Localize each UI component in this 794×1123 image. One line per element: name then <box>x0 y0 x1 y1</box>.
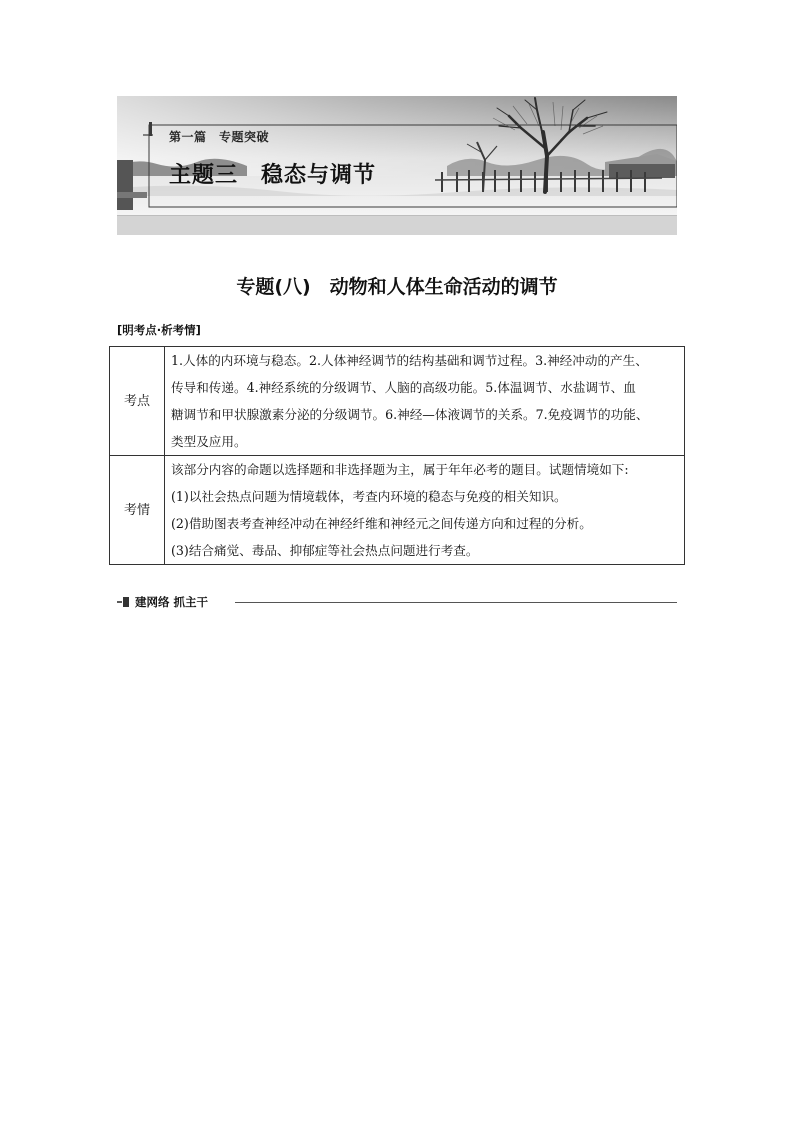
table-line: 传导和传递。4.神经系统的分级调节、人脑的高级功能。5.体温调节、水盐调节、血 <box>171 380 636 395</box>
divider-rule <box>235 602 677 603</box>
section-label: [明考点·析考情] <box>117 323 201 337</box>
table-row-header: 考情 <box>110 456 165 565</box>
chapter-banner <box>117 96 677 235</box>
table-line: 该部分内容的命题以选择题和非选择题为主，属于年年必考的题目。试题情境如下: <box>171 462 629 477</box>
table-cell <box>165 347 685 456</box>
exam-points-table <box>109 346 685 565</box>
section-marker-icon <box>117 596 131 608</box>
table-cell <box>165 456 685 565</box>
table-line: 糖调节和甲状腺激素分泌的分级调节。6.神经—体液调节的关系。7.免疫调节的功能、 <box>171 407 649 422</box>
network-section-heading <box>117 593 677 611</box>
table-line: (1)以社会热点问题为情境载体，考查内环境的稳态与免疫的相关知识。 <box>171 489 567 504</box>
page-title: 专题(八) 动物和人体生命活动的调节 <box>236 276 558 298</box>
table-row-header: 考点 <box>110 347 165 456</box>
table-row <box>110 456 685 565</box>
table-line: (3)结合痛觉、毒品、抑郁症等社会热点问题进行考查。 <box>171 543 479 558</box>
table-line: (2)借助图表考查神经冲动在神经纤维和神经元之间传递方向和过程的分析。 <box>171 516 592 531</box>
table-line: 1.人体的内环境与稳态。2.人体神经调节的结构基础和调节过程。3.神经冲动的产生、 <box>171 353 648 368</box>
theme-title: 主题三 稳态与调节 <box>169 163 377 188</box>
breadcrumb: 第一篇 专题突破 <box>169 130 270 144</box>
network-label-text: 建网络 抓主干 <box>135 595 209 609</box>
table-row <box>110 347 685 456</box>
table-line: 类型及应用。 <box>171 434 247 449</box>
